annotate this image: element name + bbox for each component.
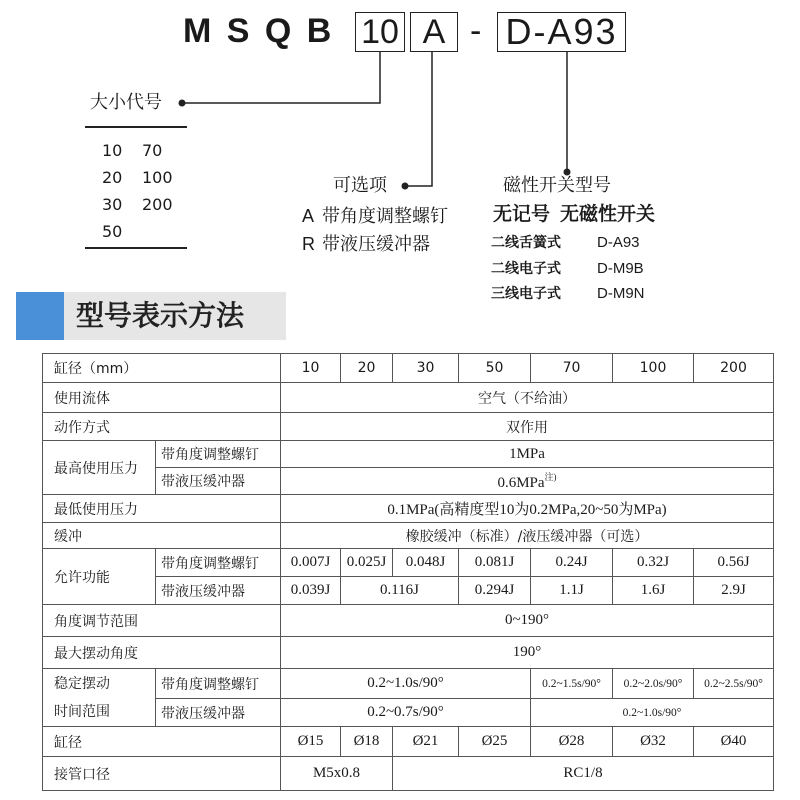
bore-size-value: 50 <box>459 354 531 383</box>
size-code-cell: 30 <box>102 195 123 214</box>
energy-label: 允许功能 <box>43 549 156 605</box>
bore-size-value: 20 <box>341 354 393 383</box>
row-port <box>43 757 774 791</box>
size-code-cell: 10 <box>102 141 123 160</box>
rotation-time-screw-value: 0.2~1.5s/90° <box>531 669 613 699</box>
action-label: 动作方式 <box>43 413 281 441</box>
max-pressure-absorber-value: 0.6MPa <box>497 475 545 491</box>
bore-size-value: 70 <box>531 354 613 383</box>
row-bore-size <box>43 354 774 383</box>
port-value: RC1/8 <box>393 757 774 791</box>
row-cushion <box>43 523 774 549</box>
section-accent-block <box>16 292 64 340</box>
energy-screw-value: 0.025J <box>341 549 393 577</box>
energy-screw-value: 0.24J <box>531 549 613 577</box>
bore-size-value: 30 <box>393 354 459 383</box>
max-rotation-label: 最大摆动角度 <box>43 637 281 669</box>
tube-bore-label: 缸径 <box>43 727 281 757</box>
switch-models-title: 磁性开关型号 <box>503 175 611 196</box>
model-series: M S Q B <box>183 12 335 50</box>
row-min-pressure <box>43 495 774 523</box>
size-code-cell: 20 <box>102 168 123 187</box>
energy-screw-value: 0.32J <box>613 549 694 577</box>
switch-none-key: 无记号 <box>493 203 551 225</box>
rotation-time-absorber-value: 0.2~1.0s/90° <box>531 699 774 727</box>
tube-bore-value: Ø28 <box>531 727 613 757</box>
row-angle-range <box>43 605 774 637</box>
rotation-time-screw-value: 0.2~2.0s/90° <box>613 669 694 699</box>
bore-size-value: 100 <box>613 354 694 383</box>
switch-type: 三线电子式 <box>491 286 561 302</box>
energy-screw-value: 0.007J <box>281 549 341 577</box>
rotation-time-label-line2: 时间范围 <box>54 703 110 720</box>
angle-range-label: 角度调节范围 <box>43 605 281 637</box>
rotation-time-screw-value: 0.2~2.5s/90° <box>694 669 774 699</box>
option-item <box>302 205 448 228</box>
option-key: A <box>302 206 315 226</box>
rotation-time-label-line1: 稳定摆动 <box>54 675 110 692</box>
energy-screw-value: 0.081J <box>459 549 531 577</box>
size-connector-dot <box>179 100 186 107</box>
rotation-time-screw-label: 带角度调整螺钉 <box>156 669 281 699</box>
tube-bore-value: Ø32 <box>613 727 694 757</box>
energy-absorber-value: 1.6J <box>613 577 694 605</box>
row-max-rotation <box>43 637 774 669</box>
port-label: 接管口径 <box>43 757 281 791</box>
row-energy-screw <box>43 549 774 577</box>
energy-absorber-value: 0.039J <box>281 577 341 605</box>
cushion-label: 缓冲 <box>43 523 281 549</box>
bore-size-value: 200 <box>694 354 774 383</box>
size-code-bottom-rule <box>85 247 187 249</box>
energy-screw-label: 带角度调整螺钉 <box>156 549 281 577</box>
model-dash: - <box>470 12 482 50</box>
min-pressure-label: 最低使用压力 <box>43 495 281 523</box>
switch-code: D-A93 <box>597 234 640 251</box>
max-pressure-note: 注) <box>544 472 557 482</box>
options-title: 可选项 <box>333 175 387 196</box>
tube-bore-value: Ø40 <box>694 727 774 757</box>
option-label: 带液压缓冲器 <box>322 234 430 255</box>
switch-code: D-M9B <box>597 260 644 277</box>
size-code-title: 大小代号 <box>90 92 162 113</box>
row-fluid <box>43 383 774 413</box>
switch-type: 二线舌簧式 <box>491 235 561 251</box>
rotation-time-absorber-label: 带液压缓冲器 <box>156 699 281 727</box>
size-code-cell: 100 <box>142 168 173 187</box>
size-code-cell: 200 <box>142 195 173 214</box>
size-connector-line <box>182 52 380 103</box>
cushion-value: 橡胶缓冲（标准）/液压缓冲器（可选） <box>281 523 774 549</box>
switch-none-row <box>493 203 655 225</box>
row-max-pressure-screw <box>43 441 774 468</box>
max-pressure-absorber-cell <box>281 468 774 495</box>
fluid-label: 使用流体 <box>43 383 281 413</box>
angle-range-value: 0~190° <box>281 605 774 637</box>
model-size-box: 10 <box>355 12 405 52</box>
max-pressure-label: 最高使用压力 <box>43 441 156 495</box>
fluid-value: 空气（不给油） <box>281 383 774 413</box>
port-value: M5x0.8 <box>281 757 393 791</box>
switch-none-label: 无磁性开关 <box>560 203 656 225</box>
max-pressure-screw-value: 1MPa <box>281 441 774 468</box>
option-key: R <box>302 234 315 254</box>
energy-absorber-value: 2.9J <box>694 577 774 605</box>
action-value: 双作用 <box>281 413 774 441</box>
energy-screw-value: 0.048J <box>393 549 459 577</box>
size-code-cell: 50 <box>102 222 123 241</box>
tube-bore-value: Ø15 <box>281 727 341 757</box>
energy-absorber-value: 1.1J <box>531 577 613 605</box>
max-pressure-absorber-label: 带液压缓冲器 <box>156 468 281 495</box>
tube-bore-value: Ø18 <box>341 727 393 757</box>
tube-bore-value: Ø21 <box>393 727 459 757</box>
section-title: 型号表示方法 <box>76 299 245 332</box>
size-code-top-rule <box>85 126 187 128</box>
row-tube-bore <box>43 727 774 757</box>
min-pressure-value: 0.1MPa(高精度型10为0.2MPa,20~50为MPa) <box>281 495 774 523</box>
model-option-box: A <box>410 12 458 52</box>
row-rotation-time-screw <box>43 669 774 699</box>
row-action <box>43 413 774 441</box>
spec-table <box>42 353 774 791</box>
rotation-time-label <box>43 669 156 727</box>
option-connector-line <box>405 52 432 186</box>
tube-bore-value: Ø25 <box>459 727 531 757</box>
option-item <box>302 233 430 256</box>
energy-screw-value: 0.56J <box>694 549 774 577</box>
rotation-time-absorber-value: 0.2~0.7s/90° <box>281 699 531 727</box>
energy-absorber-value: 0.294J <box>459 577 531 605</box>
max-rotation-value: 190° <box>281 637 774 669</box>
bore-size-label: 缸径（mm） <box>43 354 281 383</box>
option-connector-dot <box>402 183 409 190</box>
model-switch-box: D-A93 <box>497 12 626 52</box>
max-pressure-screw-label: 带角度调整螺钉 <box>156 441 281 468</box>
switch-type: 二线电子式 <box>491 261 561 277</box>
energy-absorber-value: 0.116J <box>341 577 459 605</box>
size-code-cell: 70 <box>142 141 163 160</box>
rotation-time-screw-value: 0.2~1.0s/90° <box>281 669 531 699</box>
bore-size-value: 10 <box>281 354 341 383</box>
switch-code: D-M9N <box>597 285 645 302</box>
option-label: 带角度调整螺钉 <box>322 206 448 227</box>
energy-absorber-label: 带液压缓冲器 <box>156 577 281 605</box>
